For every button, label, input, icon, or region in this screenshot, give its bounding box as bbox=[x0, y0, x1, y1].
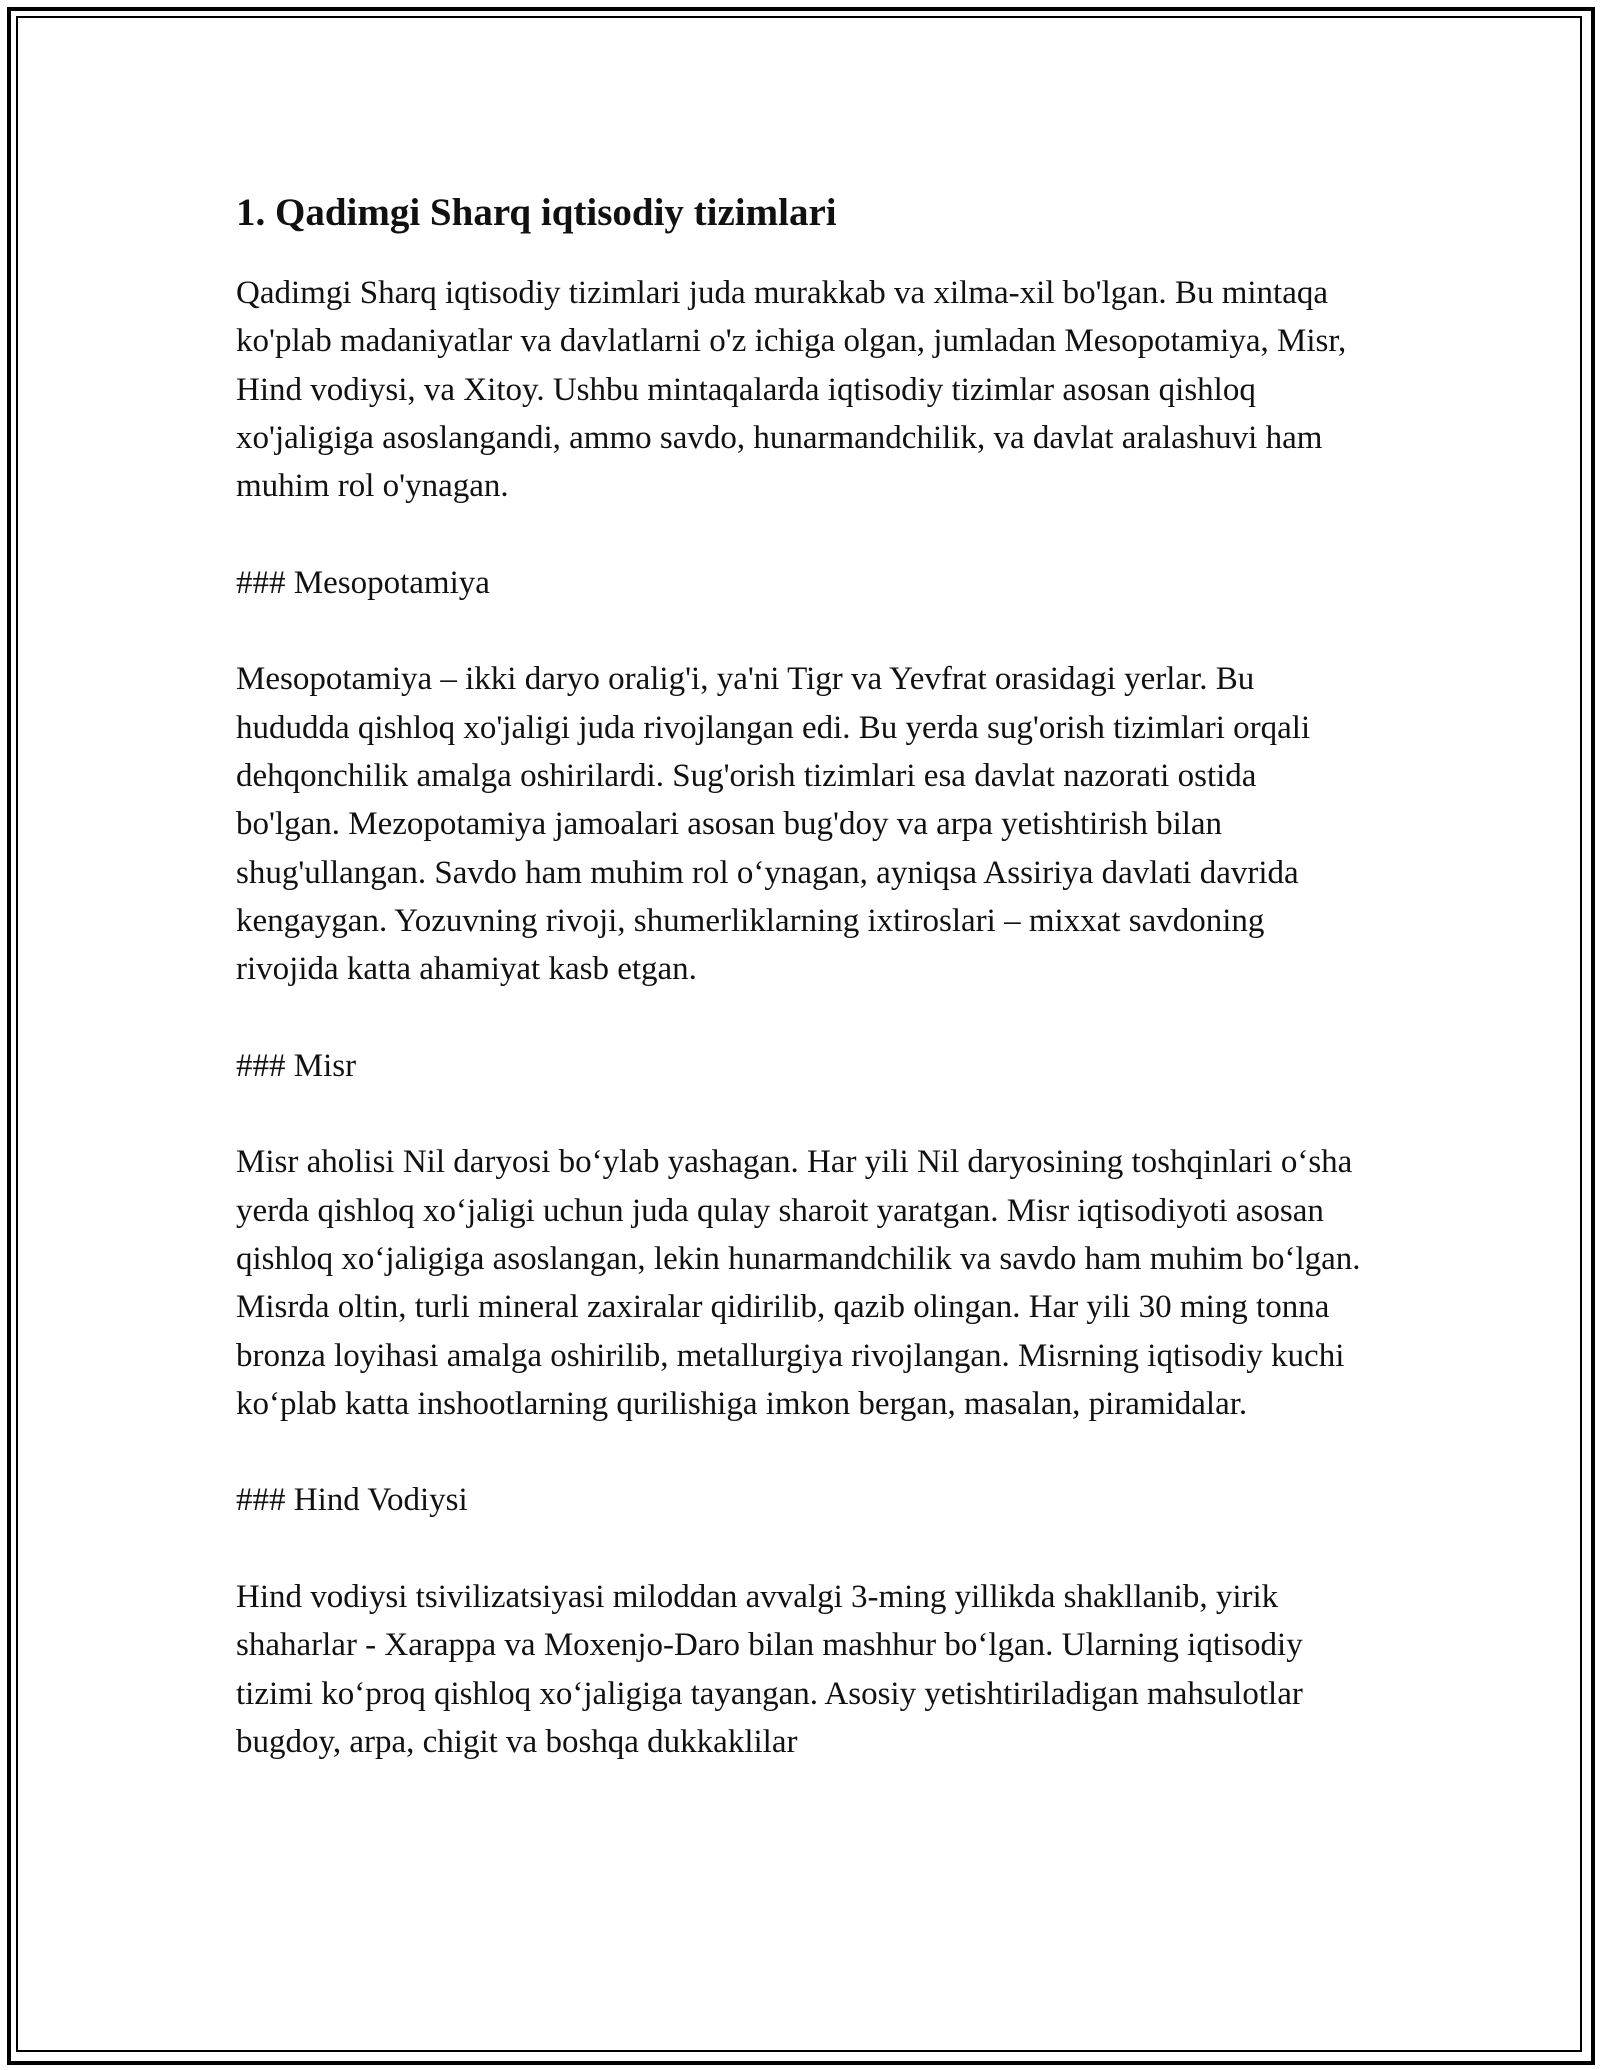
spacer bbox=[236, 1090, 1366, 1138]
spacer bbox=[236, 510, 1366, 558]
document-body bbox=[236, 184, 1366, 1766]
spacer bbox=[236, 1428, 1366, 1476]
section-paragraph-mesopotamiya: Mesopotamiya – ikki daryo oralig'i, ya'ni Tigr va Yevfrat orasidagi yerlar. Bu hududda qishloq xo'jaligi juda rivojlangan edi. Bu yerda sug'orish tizimlari orqali dehqonchilik amalga oshirilardi. Sug'orish tizimlari esa davlat nazorati ostida bo'lgan. Mezopotamiya jamoalari asosan bug'doy va arpa yetishtirish bilan shug'ullangan. Savdo ham muhim rol o‘ynagan, ayniqsa Assiriya davlati davrida kengaygan. Yozuvning rivoji, shumerliklarning ixtiroslari – mixxat savdoning rivojida katta ahamiyat kasb etgan. bbox=[236, 661, 1311, 988]
section-paragraph-hind-vodiysi: Hind vodiysi tsivilizatsiyasi miloddan avvalgi 3-ming yillikda shakllanib, yirik shaharlar - Xarappa va Moxenjo-Daro bilan mashhur bo‘lgan. Ularning iqtisodiy tizimi ko‘proq qishloq xo‘jaligiga tayangan. Asosiy yetishtiriladigan mahsulotlar bugdoy, arpa, chigit va boshqa dukkaklilar bbox=[236, 1579, 1303, 1760]
section-paragraph-misr: Misr aholisi Nil daryosi bo‘ylab yashagan. Har yili Nil daryosining toshqinlari o‘sha yerda qishloq xo‘jaligi uchun juda qulay sharoit yaratgan. Misr iqtisodiyoti asosan qishloq xo‘jaligiga asoslangan, lekin hunarmandchilik va savdo ham muhim bo‘lgan. Misrda oltin, turli mineral zaxiralar qidirilib, qazib olingan. Har yili 30 ming tonna bronza loyihasi amalga oshirilib, metallurgiya rivojlangan. Misrning iqtisodiy kuchi ko‘plab katta inshootlarning qurilishiga imkon bergan, masalan, piramidalar. bbox=[236, 1144, 1361, 1422]
section-heading-misr: ### Misr bbox=[236, 1047, 357, 1084]
intro-paragraph: Qadimgi Sharq iqtisodiy tizimlari juda murakkab va xilma-xil bo'lgan. Bu mintaqa ko'plab madaniyatlar va davlatlarni o'z ichiga olgan, jumladan Mesopotamiya, Misr, Hind vodiysi, va Xitoy. Ushbu mintaqalarda iqtisodiy tizimlar asosan qishloq xo'jaligiga asoslangandi, ammo savdo, hunarmandchilik, va davlat aralashuvi ham muhim rol o'ynagan. bbox=[236, 275, 1347, 505]
spacer bbox=[236, 607, 1366, 655]
spacer bbox=[236, 1525, 1366, 1573]
document-title: 1. Qadimgi Sharq iqtisodiy tizimlari bbox=[236, 191, 837, 234]
section-heading-hind-vodiysi: ### Hind Vodiysi bbox=[236, 1482, 468, 1519]
section-heading-mesopotamiya: ### Mesopotamiya bbox=[236, 564, 490, 601]
spacer bbox=[236, 993, 1366, 1041]
